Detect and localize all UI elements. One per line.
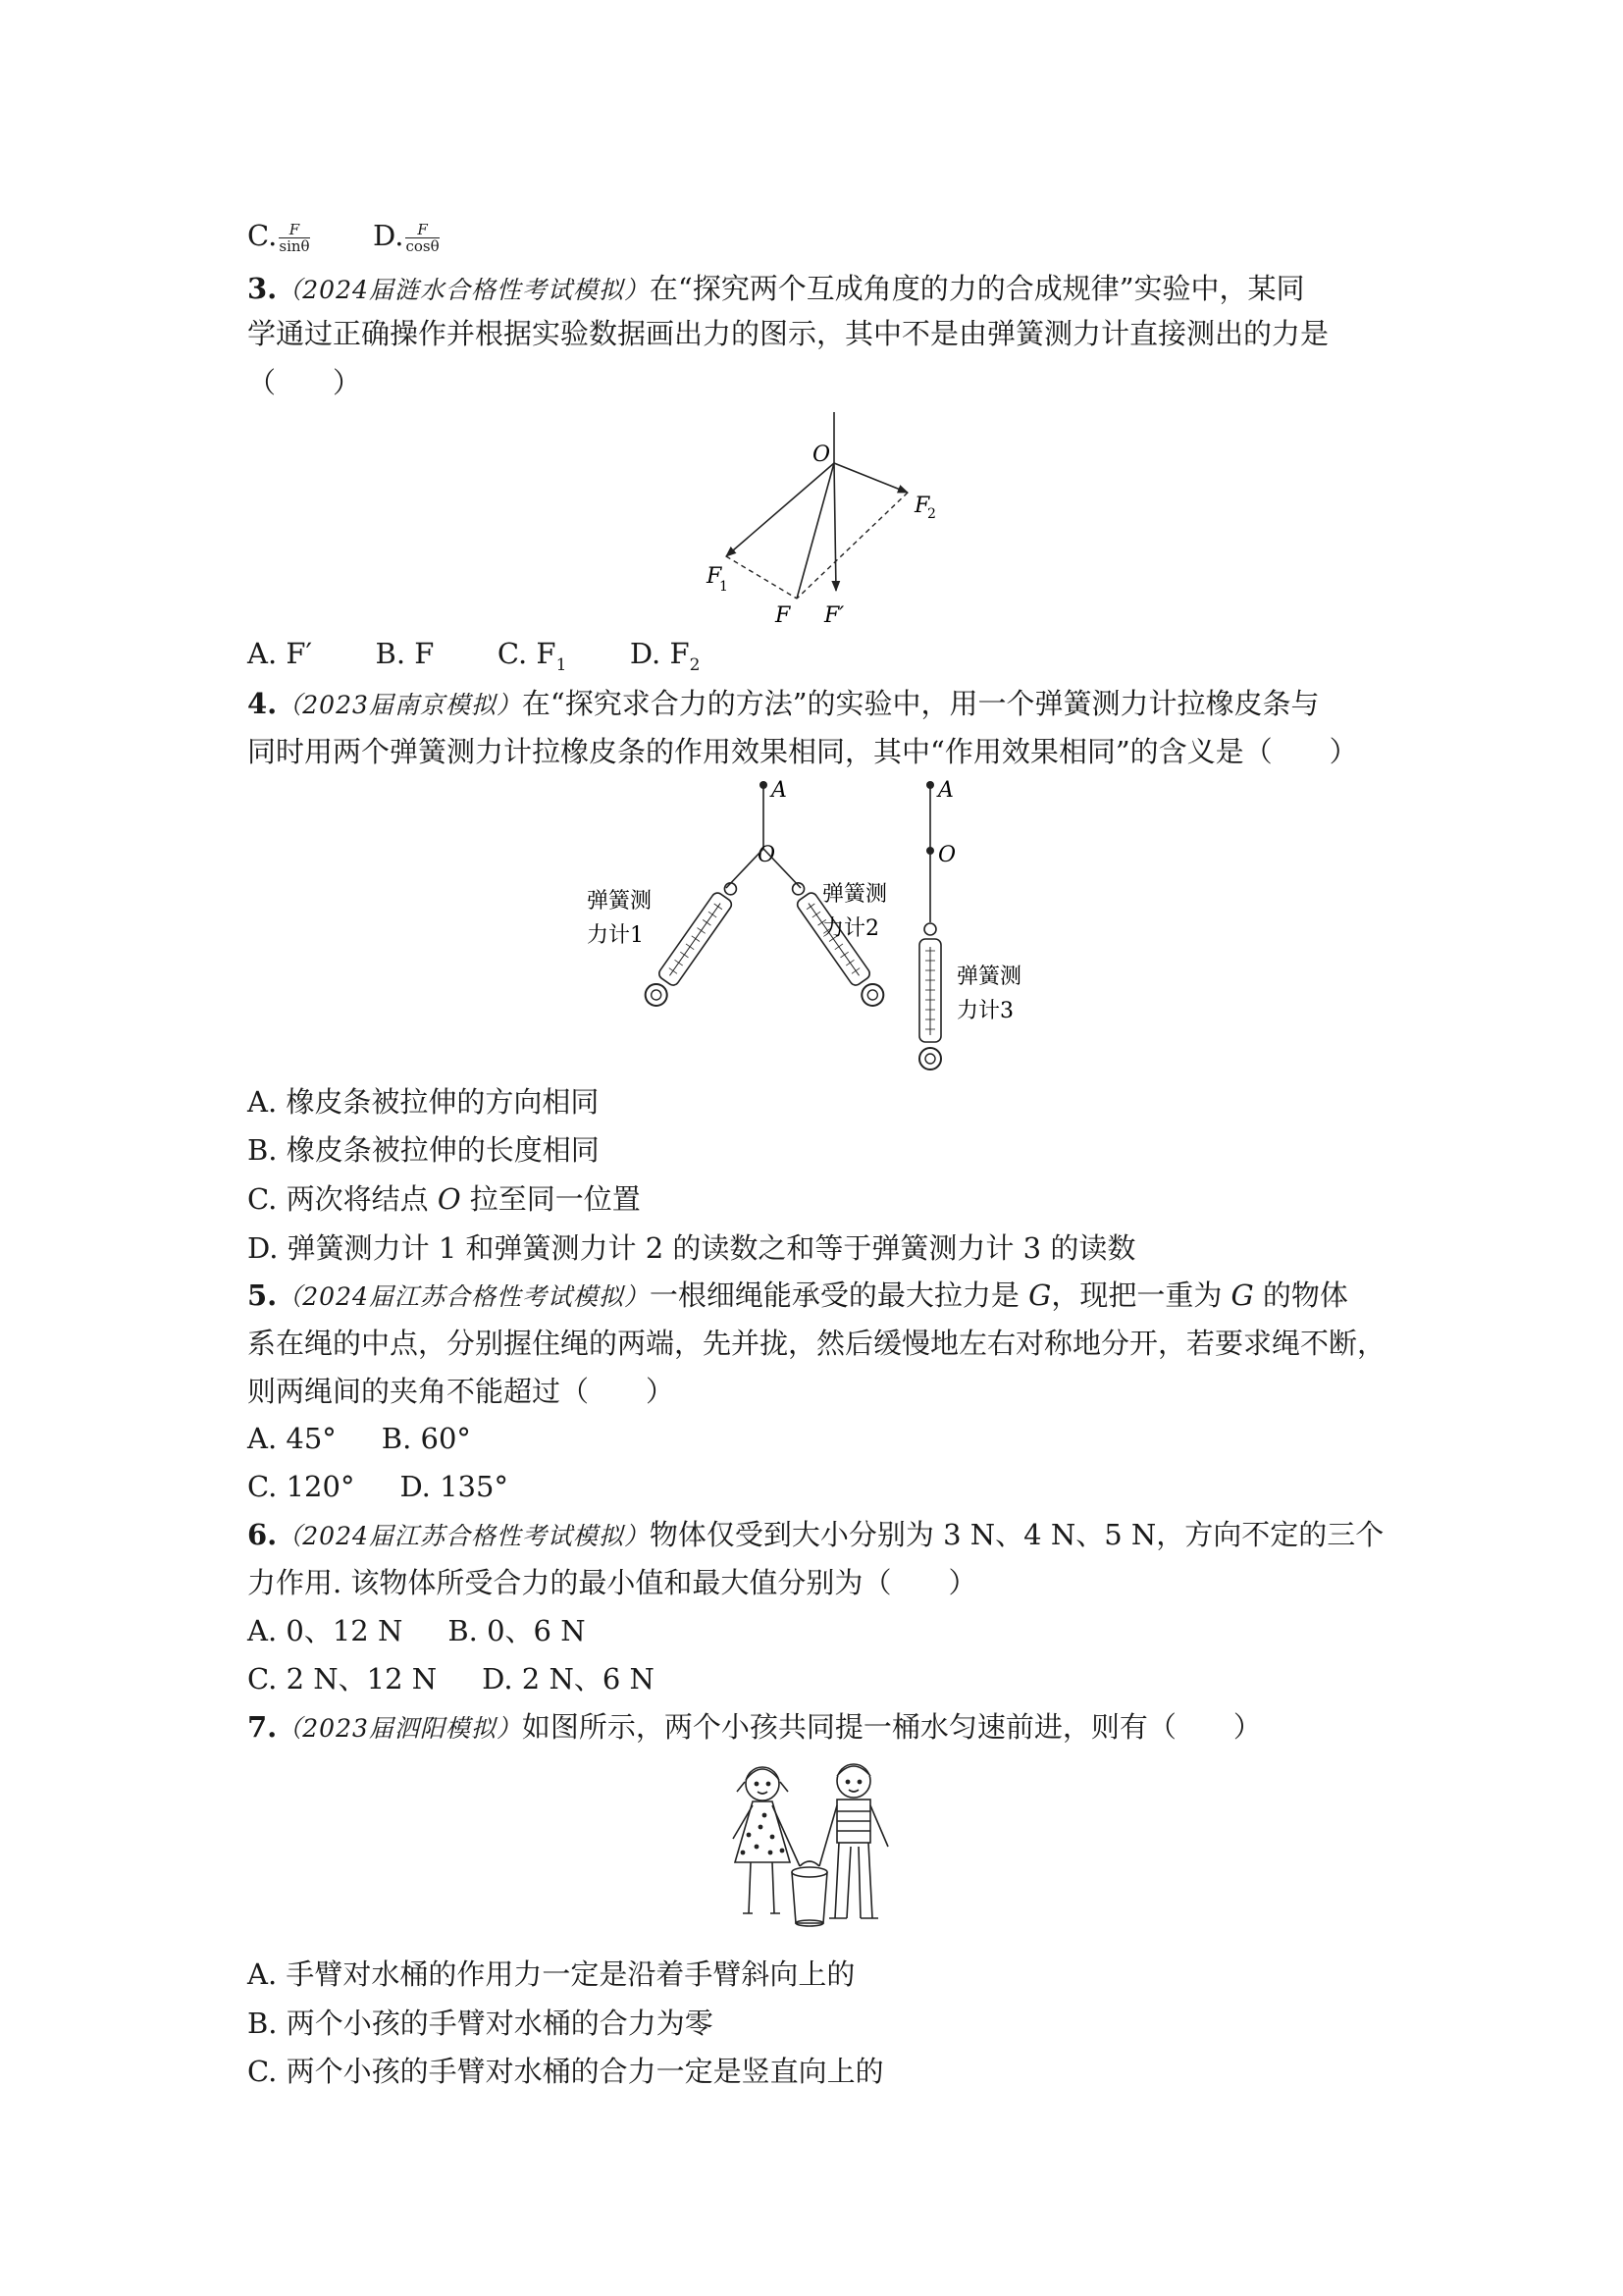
question-number: 4. bbox=[247, 687, 278, 720]
q2-option-d[interactable]: D. $\frac{F}{\cos\theta}$ bbox=[373, 219, 440, 255]
q3-option-b[interactable]: B. F bbox=[375, 637, 435, 670]
vector-f1 bbox=[726, 463, 834, 556]
svg-text:弹簧测: 弹簧测 bbox=[822, 882, 888, 907]
q4-stem-line-1: 4.（2023届南京模拟）在“探究求合力的方法”的实验中，用一个弹簧测力计拉橡皮条与 bbox=[247, 687, 1320, 720]
boy-figure bbox=[819, 1764, 888, 1918]
svg-text:弹簧测: 弹簧测 bbox=[957, 965, 1022, 989]
girl-figure bbox=[733, 1767, 800, 1913]
question-source: （2024届江苏合格性考试模拟） bbox=[277, 1282, 650, 1311]
question-source: （2023届南京模拟） bbox=[277, 691, 522, 719]
q5-option-a[interactable]: A. 45° bbox=[247, 1422, 337, 1455]
q6-option-a[interactable]: A. 0、12 N bbox=[247, 1614, 403, 1647]
q5-option-b[interactable]: B. 60° bbox=[381, 1422, 471, 1455]
q3-option-c[interactable]: C. $F_1$ bbox=[497, 637, 567, 675]
q6-option-b[interactable]: B. 0、6 N bbox=[447, 1614, 586, 1647]
q5-options-cd bbox=[247, 1465, 508, 1508]
q5-option-c[interactable]: C. 120° bbox=[247, 1470, 355, 1503]
label-o: O bbox=[812, 443, 831, 467]
q4-spring-scale-diagram bbox=[579, 775, 1050, 1089]
q6-stem-line-1: 6.（2024届江苏合格性考试模拟）物体仅受到大小分别为 3 N、4 N、5 N，方向不定的三个 bbox=[247, 1518, 1385, 1551]
vector-f-prime bbox=[834, 463, 836, 591]
q6-option-d[interactable]: D. 2 N、6 N bbox=[482, 1662, 654, 1696]
q7-option-a[interactable]: A. 手臂对水桶的作用力一定是沿着手臂斜向上的 bbox=[247, 1957, 856, 1991]
q4-option-c[interactable]: C. 两次将结点 O 拉至同一位置 bbox=[247, 1182, 641, 1216]
q2-options-cd bbox=[247, 214, 440, 257]
bucket-icon bbox=[792, 1861, 827, 1926]
label-f-prime: F′ bbox=[824, 603, 845, 628]
q5-options-ab bbox=[247, 1417, 471, 1460]
q7-children-carrying-bucket bbox=[721, 1756, 908, 1948]
q3-force-diagram bbox=[687, 404, 942, 645]
svg-text:A: A bbox=[938, 778, 954, 803]
q4-option-a[interactable]: A. 橡皮条被拉伸的方向相同 bbox=[247, 1085, 600, 1119]
q3-option-d[interactable]: D. $F_2$ bbox=[629, 637, 701, 675]
vector-f2 bbox=[834, 463, 908, 493]
q3-options bbox=[247, 632, 700, 675]
svg-text:弹簧测: 弹簧测 bbox=[587, 889, 653, 913]
svg-text:A: A bbox=[771, 778, 787, 803]
question-source: （2023届泗阳模拟） bbox=[277, 1714, 522, 1743]
q7-option-b[interactable]: B. 两个小孩的手臂对水桶的合力为零 bbox=[247, 2007, 713, 2040]
svg-text:1: 1 bbox=[719, 579, 728, 595]
spring-meter-1 bbox=[641, 878, 742, 1011]
q5-stem-line-1: 5.（2024届江苏合格性考试模拟）一根细绳能承受的最大拉力是 G，现把一重为 G 的物体 bbox=[247, 1278, 1348, 1312]
q4-option-b[interactable]: B. 橡皮条被拉伸的长度相同 bbox=[247, 1133, 600, 1167]
q6-option-c[interactable]: C. 2 N、12 N bbox=[247, 1662, 438, 1696]
q6-stem-line-2: 力作用. 该物体所受合力的最小值和最大值分别为（ ） bbox=[247, 1566, 977, 1599]
svg-text:力计2: 力计2 bbox=[822, 916, 879, 941]
q7-option-c[interactable]: C. 两个小孩的手臂对水桶的合力一定是竖直向上的 bbox=[247, 2055, 884, 2088]
q5-stem-line-2: 系在绳的中点，分别握住绳的两端，先并拢，然后缓慢地左右对称地分开，若要求绳不断， bbox=[247, 1327, 1387, 1360]
svg-text:力计1: 力计1 bbox=[587, 923, 644, 948]
question-number: 5. bbox=[247, 1278, 278, 1312]
question-number: 6. bbox=[247, 1518, 278, 1551]
q3-stem-line-2: 学通过正确操作并根据实验数据画出力的图示，其中不是由弹簧测力计直接测出的力是 bbox=[247, 317, 1330, 350]
question-source: （2024届江苏合格性考试模拟） bbox=[277, 1522, 650, 1550]
q3-option-a[interactable]: A. F′ bbox=[247, 637, 313, 670]
svg-text:2: 2 bbox=[927, 506, 936, 522]
q6-options-ab bbox=[247, 1609, 586, 1652]
q5-option-d[interactable]: D. 135° bbox=[399, 1470, 508, 1503]
q3-answer-bracket: （ ） bbox=[247, 366, 362, 399]
vector-f bbox=[797, 463, 834, 599]
question-source: （2024届涟水合格性考试模拟） bbox=[277, 276, 650, 304]
svg-text:O: O bbox=[938, 843, 957, 867]
label-f1: F bbox=[707, 564, 722, 589]
q2-option-c[interactable]: C. $\frac{F}{\sin\theta}$ bbox=[247, 219, 310, 255]
question-number: 3. bbox=[247, 272, 278, 305]
q5-stem-line-3: 则两绳间的夹角不能超过（ ） bbox=[247, 1375, 675, 1408]
q7-stem: 7.（2023届泗阳模拟）如图所示，两个小孩共同提一桶水匀速前进，则有（ ） bbox=[247, 1710, 1262, 1744]
q3-stem-line-1: 3.（2024届涟水合格性考试模拟）在“探究两个互成角度的力的合成规律”实验中，某同 bbox=[247, 272, 1305, 305]
svg-text:O: O bbox=[758, 843, 776, 867]
svg-text:力计3: 力计3 bbox=[957, 999, 1014, 1023]
q4-option-d[interactable]: D. 弹簧测力计 1 和弹簧测力计 2 的读数之和等于弹簧测力计 3 的读数 bbox=[247, 1231, 1136, 1265]
q6-options-cd bbox=[247, 1657, 654, 1700]
spring-meter-3 bbox=[919, 923, 941, 1070]
label-f2: F bbox=[915, 494, 930, 518]
question-number: 7. bbox=[247, 1710, 278, 1744]
label-f: F bbox=[775, 603, 791, 628]
q4-stem-line-2: 同时用两个弹簧测力计拉橡皮条的作用效果相同，其中“作用效果相同”的含义是（ ） bbox=[247, 735, 1358, 768]
